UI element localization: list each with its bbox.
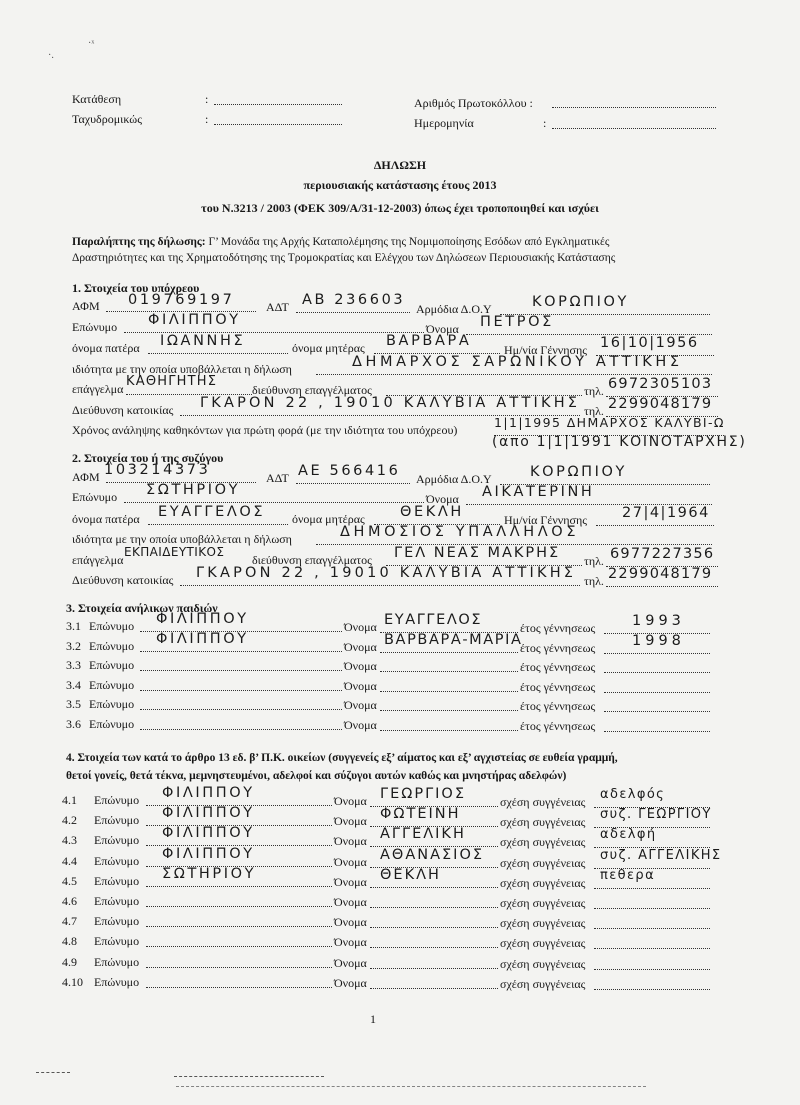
relative-eponymo-value[interactable]: ΦΙΛΙΠΠΟΥ bbox=[162, 825, 255, 842]
relative-onoma-value[interactable]: ΑΓΓΕΛΙΚΗ bbox=[380, 826, 466, 843]
colon: : bbox=[205, 112, 209, 126]
section4-heading-line2: θετοί γονείς, θετά τέκνα, μεμνηστευμένοι, αδελφοί και σύζυγοι αυτών καθώς και μνηστήρας αδελφών) bbox=[66, 770, 567, 782]
row-number: 3.6 bbox=[66, 716, 81, 731]
dots bbox=[296, 483, 410, 484]
recipient-text-line1: Γ’ Μονάδα της Αρχής Καταπολέμησης της Νομιμοποίησης Εσόδων από Εγκληματικές bbox=[208, 236, 610, 248]
spouse-gennisi-value[interactable]: 27|4|1964 bbox=[622, 505, 710, 521]
dots bbox=[594, 989, 710, 990]
dots bbox=[140, 670, 342, 671]
eponymo-label: Επώνυμο bbox=[94, 833, 140, 848]
dots bbox=[594, 969, 710, 970]
dots bbox=[316, 374, 712, 375]
section2-heading: 2. Στοιχεία του ή της συζύγου bbox=[72, 451, 224, 465]
spouse-til-ep-value[interactable]: 6977227356 bbox=[610, 546, 715, 562]
til-label: τηλ. bbox=[584, 574, 604, 588]
sxesi-label: σχέση συγγένειας bbox=[500, 976, 586, 991]
til-kat-value[interactable]: 2299048179 bbox=[608, 396, 713, 412]
relative-sxesi-value[interactable]: αδελφή bbox=[600, 827, 657, 843]
sxesi-label: σχέση συγγένειας bbox=[500, 835, 586, 850]
onoma-patera-label: όνομα πατέρα bbox=[72, 341, 140, 355]
etos-gennisis-label: έτος γέννησεως bbox=[520, 679, 596, 694]
onoma-label: Όνομα bbox=[334, 854, 367, 869]
adt-label: ΑΔΤ bbox=[266, 471, 289, 485]
colon: : bbox=[205, 92, 209, 106]
section4-heading-line1: 4. Στοιχεία των κατά το άρθρο 13 εδ. β’ Π.Κ. οικείων (συγγενείς εξ’ αίματος και εξ’ αγχιστείας σε ευθεία γραμμή, bbox=[66, 752, 618, 764]
spouse-katoikia-value[interactable]: ΓΚΑΡΟΝ 22 , 19010 ΚΑΛΥΒΙΑ ΑΤΤΙΚΗΣ bbox=[196, 565, 577, 581]
eponymo-label: Επώνυμο bbox=[89, 638, 135, 653]
scan-speck: ·ˣ bbox=[88, 38, 95, 49]
dots bbox=[140, 709, 342, 710]
child-onoma-value[interactable]: ΕΥΑΓΓΕΛΟΣ bbox=[384, 612, 483, 628]
spouse-adt-value[interactable]: ΑΕ 566416 bbox=[298, 463, 401, 479]
spouse-dieuthynsi-ep-value[interactable]: ΓΕΛ ΝΕΑΣ ΜΑΚΡΗΣ bbox=[394, 545, 561, 561]
afm-label: ΑΦΜ bbox=[72, 299, 100, 313]
spouse-doy-value[interactable]: ΚΟΡΩΠΙΟΥ bbox=[530, 464, 627, 480]
adt-label: ΑΔΤ bbox=[266, 300, 289, 314]
relative-onoma-value[interactable]: ΦΩΤΕΙΝΗ bbox=[380, 806, 461, 823]
scan-mark bbox=[174, 1076, 324, 1077]
sxesi-label: σχέση συγγένειας bbox=[500, 875, 586, 890]
patera-value[interactable]: ΙΩΑΝΝΗΣ bbox=[160, 333, 246, 349]
onoma-label: Όνομα bbox=[334, 895, 367, 909]
relative-onoma-value[interactable]: ΘΕΚΛΗ bbox=[380, 866, 441, 883]
dots bbox=[604, 672, 710, 673]
miteras-value[interactable]: ΒΑΡΒΑΡΑ bbox=[386, 333, 472, 349]
etos-gennisis-label: έτος γέννησεως bbox=[520, 718, 596, 733]
dots bbox=[596, 525, 714, 526]
onoma-label: Όνομα bbox=[334, 794, 367, 808]
eponymo-label: Επώνυμο bbox=[89, 619, 135, 633]
section3-heading: 3. Στοιχεία ανήλικων παιδιών bbox=[66, 601, 218, 615]
relative-sxesi-value[interactable]: συζ. ΓΕΩΡΓΙΟΥ bbox=[600, 807, 712, 823]
row-number: 4.5 bbox=[62, 873, 77, 888]
recipient-text-line2: Δραστηριότητες και της Χρηματοδότησης της Τρομοκρατίας και Ελέγχου των Δηλώσεων Περιουσιακής Κατάστασης bbox=[72, 252, 616, 264]
dieuthynsi-katoikias-label: Διεύθυνση κατοικίας bbox=[72, 403, 174, 417]
dots bbox=[146, 946, 332, 947]
dots bbox=[140, 651, 342, 652]
onoma-label: Όνομα bbox=[334, 915, 367, 930]
spouse-afm-value[interactable]: 103214373 bbox=[104, 462, 211, 478]
dots bbox=[370, 907, 498, 908]
eponymo-label: Επώνυμο bbox=[72, 320, 118, 334]
spouse-patera-value[interactable]: ΕΥΑΓΓΕΛΟΣ bbox=[158, 504, 266, 520]
dots bbox=[370, 927, 498, 928]
eponymo-label: Επώνυμο bbox=[94, 954, 140, 969]
dots bbox=[180, 585, 580, 586]
relative-eponymo-value[interactable]: ΣΩΤΗΡΙΟΥ bbox=[162, 865, 257, 882]
eponymo-label: Επώνυμο bbox=[89, 658, 135, 672]
dots bbox=[594, 948, 710, 949]
eponymo-label: Επώνυμο bbox=[89, 677, 135, 692]
onoma-label: Όνομα bbox=[426, 322, 459, 336]
imerominia-label: Ημερομηνία bbox=[414, 116, 474, 130]
relative-sxesi-value[interactable]: πεθερα bbox=[600, 867, 656, 883]
dots bbox=[146, 886, 332, 887]
idiotita-value[interactable]: ΔΗΜΑΡΧΟΣ ΣΑΡΩΝΙΚΟΥ ΑΤΤΙΚΗΣ bbox=[352, 354, 683, 370]
row-number: 4.3 bbox=[62, 833, 77, 848]
katoikia-value[interactable]: ΓΚΑΡΟΝ 22 , 19010 ΚΑΛΥΒΙΑ ΑΤΤΙΚΗΣ bbox=[200, 395, 581, 411]
gennisi-label: Ημ/νία Γέννησης bbox=[504, 513, 587, 527]
row-number: 3.1 bbox=[66, 619, 81, 633]
doy-label: Αρμόδια Δ.Ο.Υ bbox=[416, 302, 492, 316]
spouse-miteras-value[interactable]: ΘΕΚΛΗ bbox=[400, 504, 464, 520]
dots bbox=[604, 711, 710, 712]
dots bbox=[146, 987, 332, 988]
child-onoma-value[interactable]: ΒΑΡΒΑΡΑ-ΜΑΡΙΑ bbox=[384, 631, 523, 648]
dots bbox=[140, 729, 342, 730]
dots bbox=[370, 887, 498, 888]
eponymo-label: Επώνυμο bbox=[94, 934, 140, 949]
eponymo-value[interactable]: ΦΙΛΙΠΠΟΥ bbox=[148, 312, 241, 328]
dots bbox=[604, 731, 710, 732]
row-number: 4.4 bbox=[62, 853, 77, 868]
dots bbox=[146, 906, 332, 907]
relative-eponymo-value[interactable]: ΦΙΛΙΠΠΟΥ bbox=[162, 805, 255, 822]
eponymo-label: Επώνυμο bbox=[89, 697, 135, 711]
recipient-label: Παραλήπτης της δήλωσης: bbox=[72, 236, 206, 248]
relative-eponymo-value[interactable]: ΦΙΛΙΠΠΟΥ bbox=[162, 785, 255, 801]
page-number: 1 bbox=[370, 1012, 376, 1026]
dots bbox=[370, 988, 498, 989]
onoma-label: Όνομα bbox=[344, 698, 377, 712]
idiotita-label: ιδιότητα με την οποία υποβάλλεται η δήλωση bbox=[72, 362, 292, 376]
til-label: τηλ. bbox=[584, 384, 604, 398]
dots bbox=[604, 692, 710, 693]
eponymo-label: Επώνυμο bbox=[94, 873, 140, 888]
chronos-value-extra[interactable]: (απο 1|1|1991 ΚΟΙΝΟΤΑΡΧΗΣ) bbox=[492, 434, 747, 450]
onoma-miteras-label: όνομα μητέρας bbox=[292, 341, 365, 355]
afm-label: ΑΦΜ bbox=[72, 470, 100, 484]
sxesi-label: σχέση συγγένειας bbox=[500, 896, 586, 910]
onoma-label: Όνομα bbox=[344, 717, 377, 732]
eponymo-label: Επώνυμο bbox=[94, 894, 140, 908]
sxesi-label: σχέση συγγένειας bbox=[500, 815, 586, 830]
onoma-label: Όνομα bbox=[334, 955, 367, 970]
child-etos-value[interactable]: 1998 bbox=[632, 632, 685, 649]
idiotita-label: ιδιότητα με την οποία υποβάλλεται η δήλωση bbox=[72, 532, 292, 546]
onoma-label: Όνομα bbox=[334, 834, 367, 849]
dieuthynsi-epaggelmatos-label: διεύθυνση επαγγέλματος bbox=[252, 553, 372, 567]
row-number: 3.2 bbox=[66, 638, 81, 653]
etos-gennisis-label: έτος γέννησεως bbox=[520, 621, 596, 635]
dots bbox=[594, 908, 710, 909]
onoma-label: Όνομα bbox=[344, 659, 377, 673]
onoma-label: Όνομα bbox=[334, 874, 367, 889]
dieuthynsi-epaggelmatos-label: διεύθυνση επαγγέλματος bbox=[252, 383, 372, 397]
onoma-label: Όνομα bbox=[344, 678, 377, 693]
child-eponymo-value[interactable]: ΦΙΛΙΠΠΟΥ bbox=[156, 630, 249, 647]
gennisi-label: Ημ/νία Γέννησης bbox=[504, 343, 587, 357]
row-number: 4.2 bbox=[62, 813, 77, 828]
sxesi-label: σχέση συγγένειας bbox=[500, 855, 586, 870]
dots bbox=[380, 652, 518, 653]
onoma-miteras-label: όνομα μητέρας bbox=[292, 512, 365, 526]
dots bbox=[380, 691, 518, 692]
row-number: 3.5 bbox=[66, 697, 81, 711]
onoma-label: Όνομα bbox=[334, 814, 367, 829]
row-number: 4.9 bbox=[62, 954, 77, 969]
sxesi-label: σχέση συγγένειας bbox=[500, 956, 586, 971]
dots bbox=[604, 653, 710, 654]
row-number: 3.4 bbox=[66, 677, 81, 692]
dots bbox=[606, 586, 718, 587]
dots bbox=[296, 312, 410, 313]
til-ep-value[interactable]: 6972305103 bbox=[608, 376, 713, 392]
sxesi-label: σχέση συγγένειας bbox=[500, 916, 586, 931]
onoma-label: Όνομα bbox=[334, 935, 367, 950]
scan-mark bbox=[36, 1072, 70, 1073]
onoma-label: Όνομα bbox=[334, 975, 367, 990]
eponymo-label: Επώνυμο bbox=[94, 974, 140, 989]
katathesi-field[interactable] bbox=[214, 104, 342, 105]
colon: : bbox=[543, 116, 547, 130]
epaggelma-value[interactable]: ΚΑΘΗΓΗΤΗΣ bbox=[126, 374, 218, 389]
row-number: 4.1 bbox=[62, 793, 77, 807]
chronos-value[interactable]: 1|1|1995 ΔΗΜΑΡΧΟΣ ΚΑΛΥΒΙ-Ω bbox=[494, 415, 725, 430]
onoma-label: Όνομα bbox=[344, 620, 377, 634]
dots bbox=[140, 690, 342, 691]
child-etos-value[interactable]: 1993 bbox=[632, 613, 685, 629]
etos-gennisis-label: έτος γέννησεως bbox=[520, 699, 596, 713]
sxesi-label: σχέση συγγένειας bbox=[500, 936, 586, 951]
spouse-eponymo-value[interactable]: ΣΩΤΗΡΙΟΥ bbox=[146, 482, 241, 498]
dieuthynsi-katoikias-label: Διεύθυνση κατοικίας bbox=[72, 573, 174, 587]
onoma-label: Όνομα bbox=[426, 492, 459, 506]
dots bbox=[380, 671, 518, 672]
tachydromikos-field[interactable] bbox=[214, 124, 342, 125]
doy-label: Αρμόδια Δ.Ο.Υ bbox=[416, 472, 492, 486]
etos-gennisis-label: έτος γέννησεως bbox=[520, 640, 596, 655]
imerominia-field[interactable] bbox=[552, 128, 716, 129]
epaggelma-label: επάγγελμα bbox=[72, 382, 124, 396]
scan-mark bbox=[176, 1086, 646, 1087]
til-label: τηλ. bbox=[584, 404, 604, 418]
eponymo-label: Επώνυμο bbox=[94, 813, 140, 828]
document-subtitle: περιουσιακής κατάστασης έτους 2013 bbox=[303, 178, 497, 192]
document-law-reference: του Ν.3213 / 2003 (ΦΕΚ 309/Α/31-12-2003) όπως έχει τροποποιηθεί και ισχύει bbox=[201, 201, 599, 215]
section1-heading: 1. Στοιχεία του υπόχρεου bbox=[72, 281, 200, 295]
scan-speck: ·. bbox=[48, 50, 54, 61]
dots bbox=[146, 926, 332, 927]
onoma-label: Όνομα bbox=[344, 639, 377, 654]
dots bbox=[148, 353, 288, 354]
relative-sxesi-value[interactable]: συζ. ΑΓΓΕΛΙΚΗΣ bbox=[600, 847, 722, 863]
gennisi-value[interactable]: 16|10|1956 bbox=[600, 335, 699, 351]
dots bbox=[148, 524, 288, 525]
dots bbox=[146, 967, 332, 968]
eponymo-label: Επώνυμο bbox=[72, 490, 118, 504]
row-number: 4.8 bbox=[62, 934, 77, 949]
dots bbox=[370, 968, 498, 969]
row-number: 4.10 bbox=[62, 974, 83, 989]
row-number: 4.7 bbox=[62, 914, 77, 929]
row-number: 4.6 bbox=[62, 894, 77, 908]
onoma-value[interactable]: ΠΕΤΡΟΣ bbox=[480, 314, 554, 330]
arithmos-protokollou-label: Αριθμός Πρωτοκόλλου : bbox=[414, 96, 533, 110]
dots bbox=[380, 710, 518, 711]
spouse-onoma-value[interactable]: ΑΙΚΑΤΕΡΙΝΗ bbox=[482, 484, 595, 500]
afm-value[interactable]: 019769197 bbox=[128, 292, 235, 308]
dots bbox=[594, 928, 710, 929]
spouse-til-kat-value[interactable]: 2299048179 bbox=[608, 566, 713, 582]
adt-value[interactable]: ΑΒ 236603 bbox=[302, 292, 406, 308]
til-label: τηλ. bbox=[584, 554, 604, 568]
child-eponymo-value[interactable]: ΦΙΛΙΠΠΟΥ bbox=[156, 611, 249, 627]
katathesi-label: Κατάθεση bbox=[72, 92, 122, 106]
relative-eponymo-value[interactable]: ΦΙΛΙΠΠΟΥ bbox=[162, 845, 255, 862]
dots bbox=[380, 730, 518, 731]
epaggelma-label: επάγγελμα bbox=[72, 553, 124, 567]
chronos-label: Χρόνος ανάληψης καθηκόντων για πρώτη φορά (με την ιδιότητα του υπόχρεου) bbox=[72, 423, 458, 437]
eponymo-label: Επώνυμο bbox=[89, 716, 135, 731]
etos-gennisis-label: έτος γέννησεως bbox=[520, 660, 596, 674]
eponymo-label: Επώνυμο bbox=[94, 914, 140, 929]
spouse-idiotita-value[interactable]: ΔΗΜΟΣΙΟΣ ΥΠΑΛΛΗΛΟΣ bbox=[340, 524, 580, 540]
onoma-patera-label: όνομα πατέρα bbox=[72, 512, 140, 526]
dots bbox=[594, 888, 710, 889]
relative-onoma-value[interactable]: ΓΕΩΡΓΙΟΣ bbox=[380, 786, 466, 802]
doy-value[interactable]: ΚΟΡΩΠΙΟΥ bbox=[532, 294, 629, 310]
spouse-epaggelma-value[interactable]: ΕΚΠΑΙΔΕΥΤΙΚΟΣ bbox=[124, 545, 225, 559]
arithmos-protokollou-field[interactable] bbox=[552, 107, 716, 108]
document-title: ΔΗΛΩΣΗ bbox=[373, 158, 427, 172]
eponymo-label: Επώνυμο bbox=[94, 853, 140, 868]
row-number: 3.3 bbox=[66, 658, 81, 672]
relative-onoma-value[interactable]: ΑΘΑΝΑΣΙΟΣ bbox=[380, 846, 485, 863]
relative-sxesi-value[interactable]: αδελφός bbox=[600, 787, 666, 802]
recipient-block bbox=[72, 234, 615, 266]
eponymo-label: Επώνυμο bbox=[94, 793, 140, 807]
dots bbox=[124, 502, 424, 503]
dots bbox=[370, 947, 498, 948]
tachydromikos-label: Ταχυδρομικώς bbox=[72, 112, 142, 126]
sxesi-label: σχέση συγγένειας bbox=[500, 795, 586, 809]
